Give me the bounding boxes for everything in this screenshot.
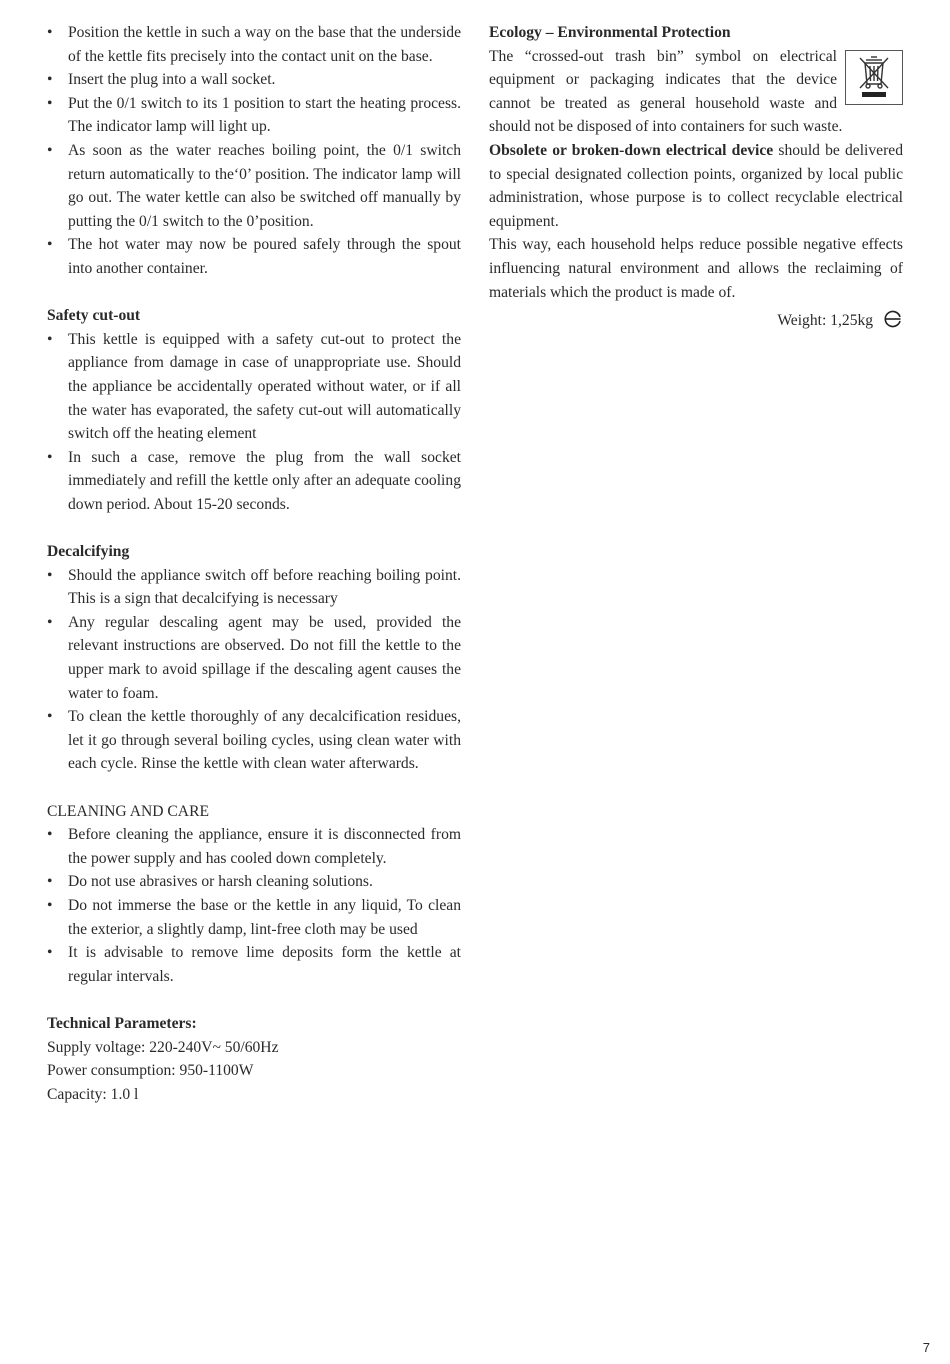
weight-row bbox=[489, 309, 903, 337]
crossed-out-trash-bin-icon bbox=[845, 50, 903, 105]
safety-heading: Safety cut-out bbox=[47, 307, 141, 325]
weight-text: Weight: 1,25kg bbox=[777, 312, 874, 330]
power-consumption: Power consumption: 950-1100W bbox=[47, 1062, 254, 1080]
list-item: • The hot water may now be poured safely through the spout into another container. bbox=[47, 233, 461, 280]
list-item: • Any regular descaling agent may be used, provided the relevant instructions are observed. Do not fill the kettle to the upper mark to avoid spillage if the descaling agent causes the water to foam. bbox=[47, 611, 461, 705]
list-item: • Should the appliance switch off before reaching boiling point. This is a sign that decalcifying is necessary bbox=[47, 564, 461, 611]
supply-voltage: Supply voltage: 220-240V~ 50/60Hz bbox=[47, 1038, 279, 1056]
usage-list bbox=[47, 21, 461, 281]
obsolete-device-bold: Obsolete or broken-down electrical device bbox=[489, 141, 774, 159]
cleaning-list bbox=[47, 823, 461, 988]
capacity: Capacity: 1.0 l bbox=[47, 1085, 139, 1103]
right-column bbox=[489, 21, 903, 337]
ecology-paragraph-obsolete bbox=[489, 139, 903, 233]
left-column bbox=[47, 21, 461, 1106]
list-item: • Do not use abrasives or harsh cleaning solutions. bbox=[47, 870, 461, 894]
list-item: • Do not immerse the base or the kettle in any liquid, To clean the exterior, a slightly damp, lint-free cloth may be used bbox=[47, 894, 461, 941]
page-number: 7 bbox=[922, 1340, 930, 1356]
technical-heading: Technical Parameters: bbox=[47, 1014, 197, 1032]
list-item: • As soon as the water reaches boiling point, the 0/1 switch return automatically to the‘0’ position. The indicator lamp will go out. The water kettle can also be switched off manually by putting the 0/1 switch to the 0’position. bbox=[47, 139, 461, 233]
decalcifying-heading: Decalcifying bbox=[47, 543, 130, 561]
list-item: • To clean the kettle thoroughly of any decalcification residues, let it go through several boiling cycles, using clean water with each cycle. Rinse the kettle with clean water afterwards. bbox=[47, 705, 461, 776]
list-item: • Put the 0/1 switch to its 1 position to start the heating process. The indicator lamp will light up. bbox=[47, 92, 461, 139]
cleaning-heading: CLEANING AND CARE bbox=[47, 802, 209, 820]
list-item: • This kettle is equipped with a safety cut-out to protect the appliance from damage in case of unappropriate use. Should the appliance be accidentally operated without water, or if all the water has evaporated, the safety cut-out will automatically switch off the heating element bbox=[47, 328, 461, 446]
list-item: • Insert the plug into a wall socket. bbox=[47, 68, 461, 92]
obsolete-device-text: should be delivered to special designated collection points, organized by local public administration, whose purpose is to collect recyclable electrical equipment. bbox=[489, 141, 903, 230]
list-item: • Before cleaning the appliance, ensure it is disconnected from the power supply and has cooled down completely. bbox=[47, 823, 461, 870]
decalcifying-list bbox=[47, 564, 461, 776]
list-item: • It is advisable to remove lime deposits form the kettle at regular intervals. bbox=[47, 941, 461, 988]
safety-list bbox=[47, 328, 461, 517]
ecology-heading: Ecology – Environmental Protection bbox=[489, 24, 731, 41]
ecology-paragraph-household: This way, each household helps reduce possible negative effects influencing natural environment and allows the reclaiming of materials which the product is made of. bbox=[489, 236, 903, 301]
list-item: • In such a case, remove the plug from the wall socket immediately and refill the kettle only after an adequate cooling down period. About 15-20 seconds. bbox=[47, 446, 461, 517]
ecology-paragraph-symbol: The “crossed-out trash bin” symbol on electrical equipment or packaging indicates that the device cannot be treated as general household waste and should not be disposed of into containers for such waste. bbox=[489, 47, 843, 136]
list-item: • Position the kettle in such a way on the base that the underside of the kettle fits precisely into the contact unit on the base. bbox=[47, 21, 461, 68]
estimated-e-mark-icon bbox=[883, 309, 903, 337]
